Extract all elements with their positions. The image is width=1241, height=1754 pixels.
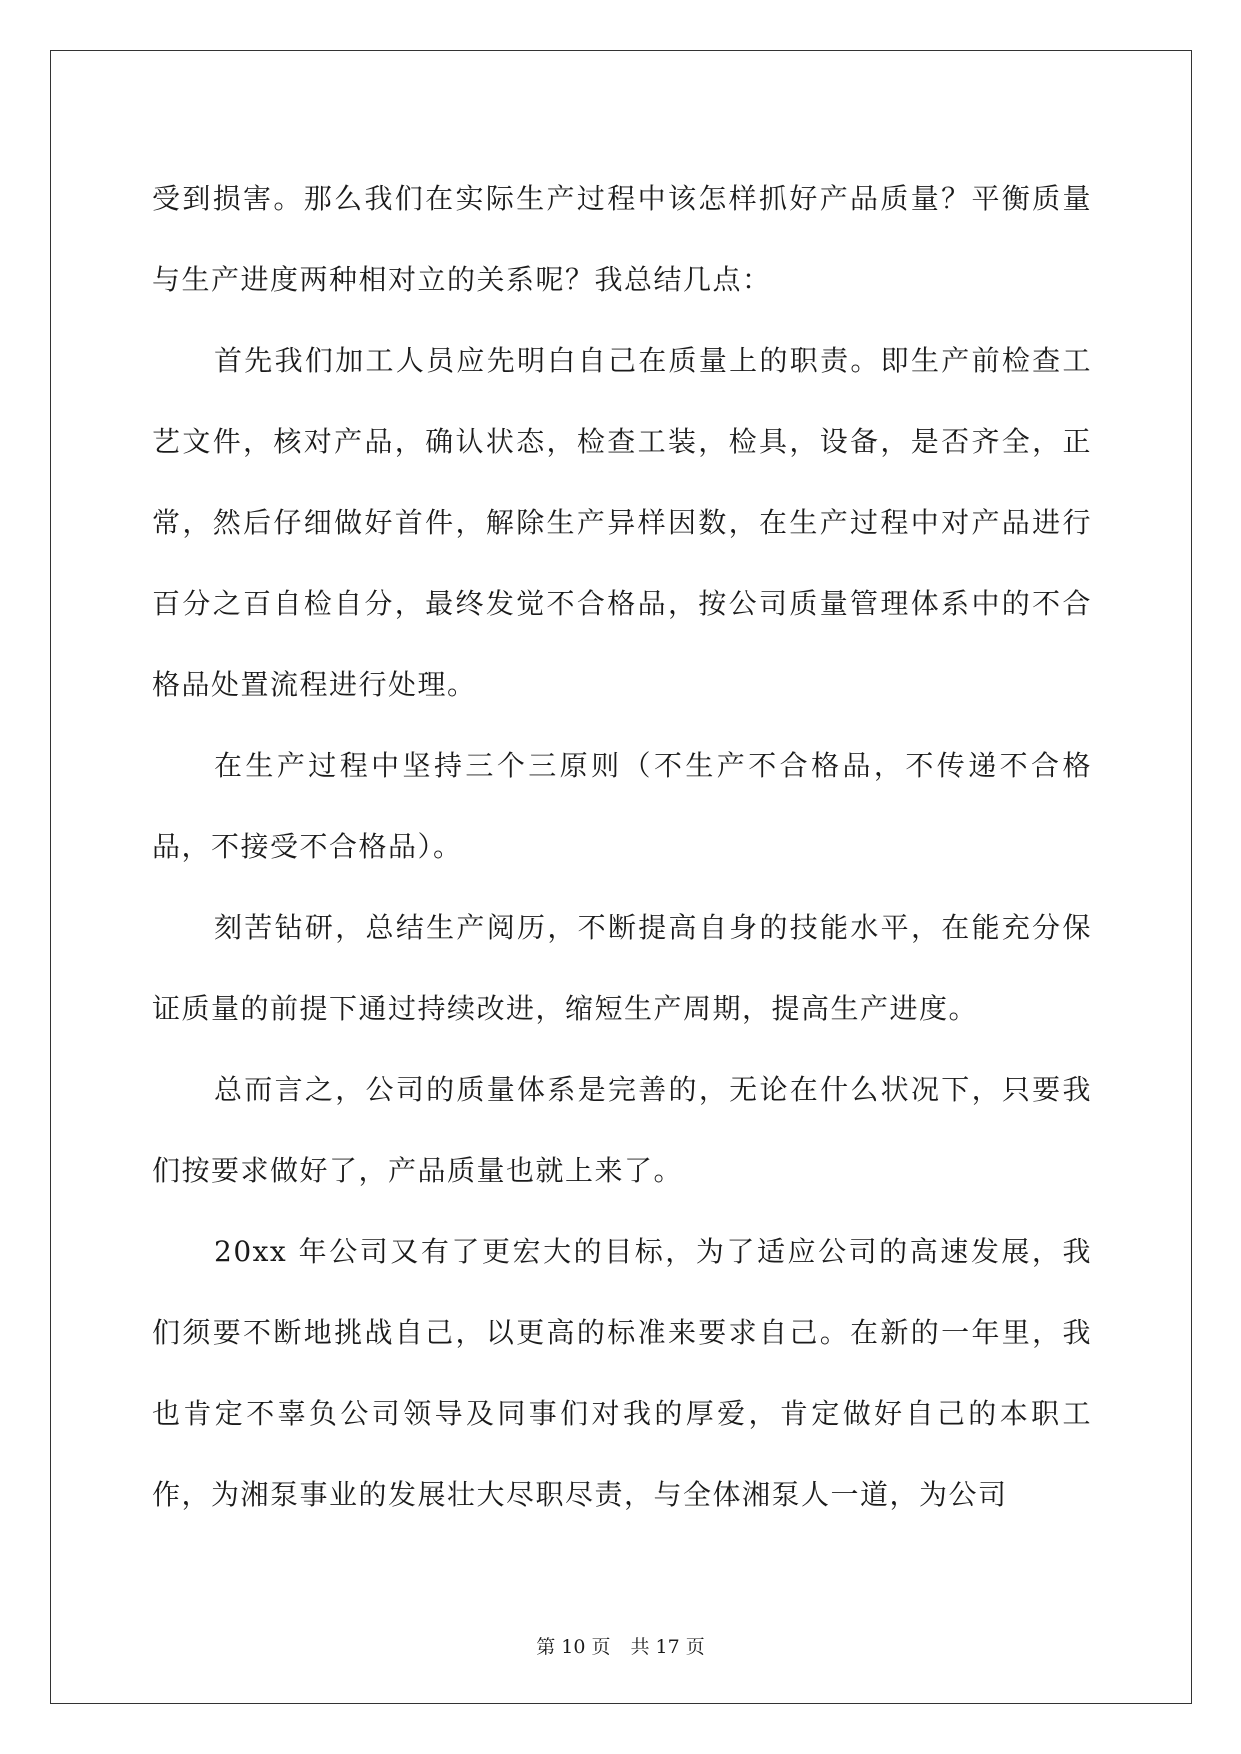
paragraph-1: 受到损害。那么我们在实际生产过程中该怎样抓好产品质量？平衡质量与生产进度两种相对立的关系呢？我总结几点：: [152, 182, 1092, 296]
page-number: 第 10 页: [536, 1636, 611, 1658]
paragraph-3: 在生产过程中坚持三个三原则（不生产不合格品，不传递不合格品，不接受不合格品）。: [152, 749, 1092, 863]
page-total: 共 17 页: [630, 1636, 705, 1658]
paragraph-5: 总而言之，公司的质量体系是完善的，无论在什么状况下，只要我们按要求做好了，产品质量也就上来了。: [152, 1073, 1092, 1187]
paragraph-2: 首先我们加工人员应先明白自己在质量上的职责。即生产前检查工艺文件，核对产品，确认状态，检查工装，检具，设备，是否齐全，正常，然后仔细做好首件，解除生产异样因数，在生产过程中对产品进行百分之百自检自分，最终发觉不合格品，按公司质量管理体系中的不合格品处置流程进行处理。: [152, 344, 1092, 701]
document-body: [152, 158, 1092, 1535]
paragraph-6: 20xx 年公司又有了更宏大的目标，为了适应公司的高速发展，我们须要不断地挑战自己，以更高的标准来要求自己。在新的一年里，我也肯定不辜负公司领导及同事们对我的厚爱，肯定做好自己的本职工作，为湘泵事业的发展壮大尽职尽责，与全体湘泵人一道，为公司: [152, 1235, 1092, 1511]
page-footer: [0, 1632, 1241, 1659]
paragraph-4: 刻苦钻研，总结生产阅历，不断提高自身的技能水平，在能充分保证质量的前提下通过持续改进，缩短生产周期，提高生产进度。: [152, 911, 1092, 1025]
